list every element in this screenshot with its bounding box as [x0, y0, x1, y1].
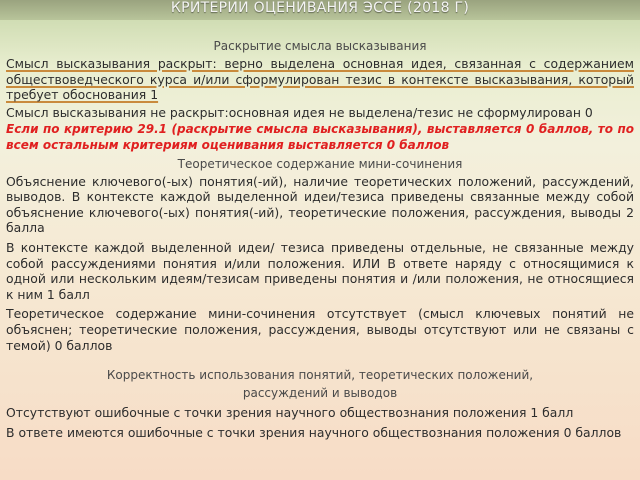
section3-item1: Отсутствуют ошибочные с точки зрения научного обществознания положения 1 балл [6, 405, 574, 421]
section1-note: Если по критерию 29.1 (раскрытие смысла высказывания), выставляется 0 баллов, то по всем остальным критериям оценивания выставляется 0 баллов [6, 122, 634, 152]
slide-title: КРИТЕРИИ ОЦЕНИВАНИЯ ЭССЕ (2018 Г) [0, 0, 640, 20]
section2-item1: Объяснение ключевого(-ых) понятия(-ий), наличие теоретических положений, рассуждений, выводов. В контексте каждой выделенной идеи/тезиса приведены связанные между собой объяснение ключевого(-ых) понятия(-ий), теоретические положения, рассуждения, выводы 2 балла [6, 173, 634, 236]
section3-item2: В ответе имеются ошибочные с точки зрения научного обществознания положения 0 баллов [6, 424, 622, 440]
section1-item2: Смысл высказывания не раскрыт:основная идея не выделена/тезис не сформулирован 0 [6, 104, 593, 120]
section1-heading: Раскрытие смысла высказывания [213, 39, 427, 53]
section1-item1: Смысл высказывания раскрыт: верно выделена основная идея, связанная с содержанием обществоведческого курса и/или сформулирован тезис в контексте высказывания, который требует обоснования 1 [6, 56, 634, 103]
section3-heading-line2: рассуждений и выводов [242, 386, 398, 401]
slide-content [6, 38, 634, 440]
section2-heading: Теоретическое содержание мини-сочинения [177, 156, 463, 171]
section2-item2: В контексте каждой выделенной идеи/ тезиса приведены отдельные, не связанные между собой рассуждениями понятия и/или положения. ИЛИ В ответе наряду с относящимися к одной или нескольким идеям/тезисам приведены понятия и /или положения, не относящиеся к ним 1 балл [6, 239, 634, 302]
section2-item3: Теоретическое содержание мини-сочинения отсутствует (смысл ключевых понятий не объяснен; теоретические положения, рассуждения, выводы отсутствуют или не связаны с темой) 0 баллов [6, 306, 634, 353]
section3-heading-line1: Корректность использования понятий, теоретических положений, [106, 368, 534, 383]
